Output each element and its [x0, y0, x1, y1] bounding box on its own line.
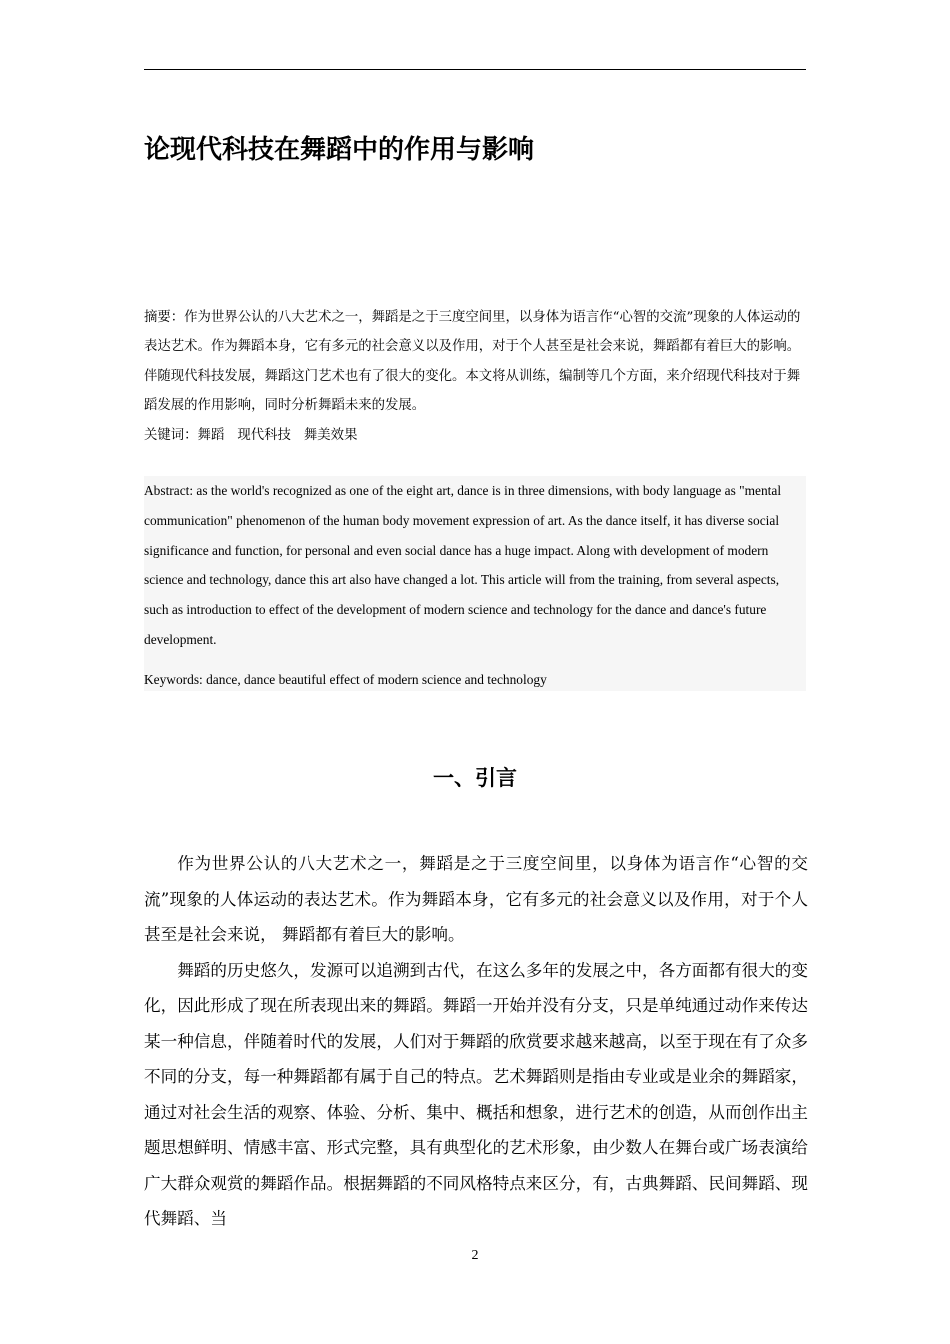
page-number: 2: [471, 1248, 479, 1263]
section-heading-introduction: 一、引言: [433, 766, 517, 790]
keywords-english: Keywords: dance, dance beautiful effect of modern science and technology: [144, 672, 547, 687]
abstract-chinese: 摘要：作为世界公认的八大艺术之一，舞蹈是之于三度空间里，以身体为语言作“心智的交流”现象的人体运动的表达艺术。作为舞蹈本身，它有多元的社会意义以及作用，对于个人甚至是社会来说，舞蹈都有着巨大的影响。伴随现代科技发展，舞蹈这门艺术也有了很大的变化。本文将从训练，编制等几个方面，来介绍现代科技对于舞蹈发展的作用影响，同时分析舞蹈未来的发展。: [144, 310, 801, 414]
header-rule: [144, 69, 806, 70]
keywords-chinese: [144, 421, 806, 450]
keyword-item: 现代科技: [237, 428, 291, 443]
keywords-chinese-label: 关键词：舞蹈: [144, 428, 225, 443]
document-title: 论现代科技在舞蹈中的作用与影响: [144, 135, 535, 165]
english-abstract-block: [144, 476, 806, 691]
paragraph: 舞蹈的历史悠久，发源可以追溯到古代，在这么多年的发展之中，各方面都有很大的变化，因此形成了现在所表现出来的舞蹈。舞蹈一开始并没有分支，只是单纯通过动作来传达某一种信息，伴随着时代的发展，人们对于舞蹈的欣赏要求越来越高，以至于现在有了众多不同的分支，每一种舞蹈都有属于自己的特点。艺术舞蹈则是指由专业或是业余的舞蹈家，通过对社会生活的观察、体验、分析、集中、概括和想象，进行艺术的创造，从而创作出主题思想鲜明、情感丰富、形式完整，具有典型化的艺术形象，由少数人在舞台或广场表演给广大群众观赏的舞蹈作品。根据舞蹈的不同风格特点来区分，有，古典舞蹈、民间舞蹈、现代舞蹈、当: [144, 960, 808, 1228]
keyword-item: 舞美效果: [303, 428, 358, 443]
abstract-english: Abstract: as the world's recognized as one of the eight art, dance is in three dimensions, with body language as "mental communication" phenomenon of the human body movement expression of art. As the dance itself, it has diverse social significance and function, for personal and even social dance has a huge impact. Along with development of modern science and technology, dance this art also have changed a lot. This article will from the training, from several aspects, such as introduction to effect of the development of modern science and technology for the dance and dance's future development.: [144, 483, 782, 647]
body-text: [144, 846, 808, 1237]
paragraph: 作为世界公认的八大艺术之一，舞蹈是之于三度空间里，以身体为语言作“心智的交流”现象的人体运动的表达艺术。作为舞蹈本身，它有多元的社会意义以及作用，对于个人甚至是社会来说， 舞蹈都有着巨大的影响。: [144, 854, 808, 944]
